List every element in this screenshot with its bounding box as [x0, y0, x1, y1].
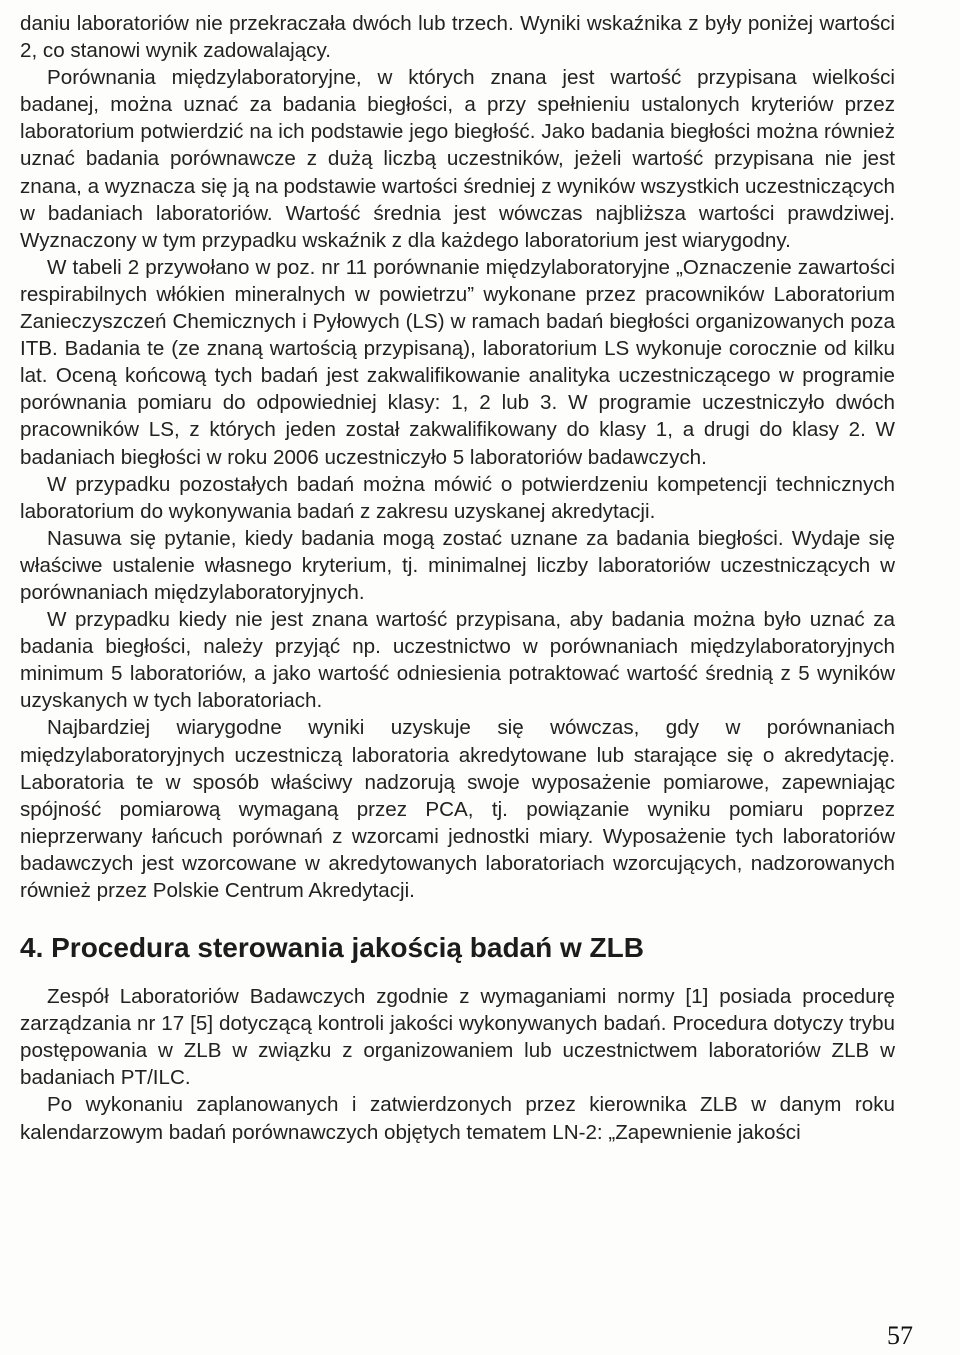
- paragraph-proficiency-criteria: Porównania międzylaboratoryjne, w których znana jest wartość przypisana wielkości badanej, można uznać za badania biegłości, a przy spełnieniu ustalonych kryteriów przez laboratorium potwierdzić na ich podstawie jego biegłość. Jako badania biegłości można również uznać badania porównawcze z dużą liczbą uczestników, jeżeli wartość przypisana nie jest znana, a wyznacza się ją na podstawie wartości średniej z wyników wszystkich uczestniczących w badaniach laboratoriów. Wartość średnia jest wówczas najbliższa wartości prawdziwej. Wyznaczony w tym przypadku wskaźnik z dla każdego laboratorium jest wiarygodny.: [20, 66, 895, 252]
- paragraph-reliable-results: Najbardziej wiarygodne wyniki uzyskuje się wówczas, gdy w porównaniach międzylaboratoryjnych uczestniczą laboratoria akredytowane lub starające się o akredytację. Laboratoria te w sposób właściwy nadzorują swoje wyposażenie pomiarowe, zapewniając spójność pomiarową wymaganą przez PCA, tj. powiązanie wyniku pomiaru poprzez nieprzerwany łańcuch porównań z wzorcami jednostki miary. Wyposażenie tych laboratoriów badawczych jest wzorcowane w akredytowanych laboratoriach wzorcujących, nadzorowanych również przez Polskie Centrum Akredytacji.: [20, 716, 895, 902]
- paragraph-continuation: daniu laboratoriów nie przekraczała dwóch lub trzech. Wyniki wskaźnika z były poniżej wartości 2, co stanowi wynik zadowalający.: [20, 12, 895, 63]
- section-heading: 4. Procedura sterowania jakością badań w ZLB: [20, 932, 644, 964]
- page-number: 57: [887, 1321, 913, 1350]
- section-spacer: [20, 904, 895, 912]
- document-page: [20, 10, 895, 1146]
- paragraph-question: Nasuwa się pytanie, kiedy badania mogą zostać uznane za badania biegłości. Wydaje się właściwe ustalenie własnego kryterium, tj. minimalnej liczby laboratoriów uczestniczących w porównaniach międzylaboratoryjnych.: [20, 526, 895, 604]
- paragraph-unknown-value: W przypadku kiedy nie jest znana wartość przypisana, aby badania można było uznać za badania biegłości, należy przyjąć np. uczestnictwo w porównaniach międzylaboratoryjnych minimum 5 laboratoriów, a jako wartość odniesienia potraktować wartość średnią z 5 wyników uzyskanych w tych laboratoriach.: [20, 608, 895, 713]
- paragraph-procedure: Zespół Laboratoriów Badawczych zgodnie z wymaganiami normy [1] posiada procedurę zarządzania nr 17 [5] dotyczącą kontroli jakości wykonywanych badań. Procedura dotyczy trybu postępowania w ZLB w związku z organizowaniem lub uczestnictwem laboratoriów ZLB w badaniach PT/ILC.: [20, 985, 895, 1090]
- paragraph-table-reference: W tabeli 2 przywołano w poz. nr 11 porównanie międzylaboratoryjne „Oznaczenie zawartości respirabilnych włókien mineralnych w powietrzu” wykonane przez pracowników Laboratorium Zanieczyszczeń Chemicznych i Pyłowych (LS) w ramach badań biegłości organizowanych poza ITB. Badania te (ze znaną wartością przypisaną), laboratorium LS wykonuje corocznie od kilku lat. Oceną końcową tych badań jest zakwalifikowanie analityka uczestniczącego w programie porównania pomiaru do odpowiedniej klasy: 1, 2 lub 3. W programie uczestniczyło dwóch pracowników LS, z których jeden został zakwalifikowany do klasy 1, a drugi do klasy 2. W badaniach biegłości w roku 2006 uczestniczyło 5 laboratoriów badawczych.: [20, 255, 895, 469]
- paragraph-after-planning: Po wykonaniu zaplanowanych i zatwierdzonych przez kierownika ZLB w danym roku kalendarzowym badań porównawczych objętych tematem LN-2: „Zapewnienie jakości: [20, 1093, 895, 1144]
- paragraph-other-studies: W przypadku pozostałych badań można mówić o potwierdzeniu kompetencji technicznych laboratorium do wykonywania badań z zakresu uzyskanej akredytacji.: [20, 472, 895, 523]
